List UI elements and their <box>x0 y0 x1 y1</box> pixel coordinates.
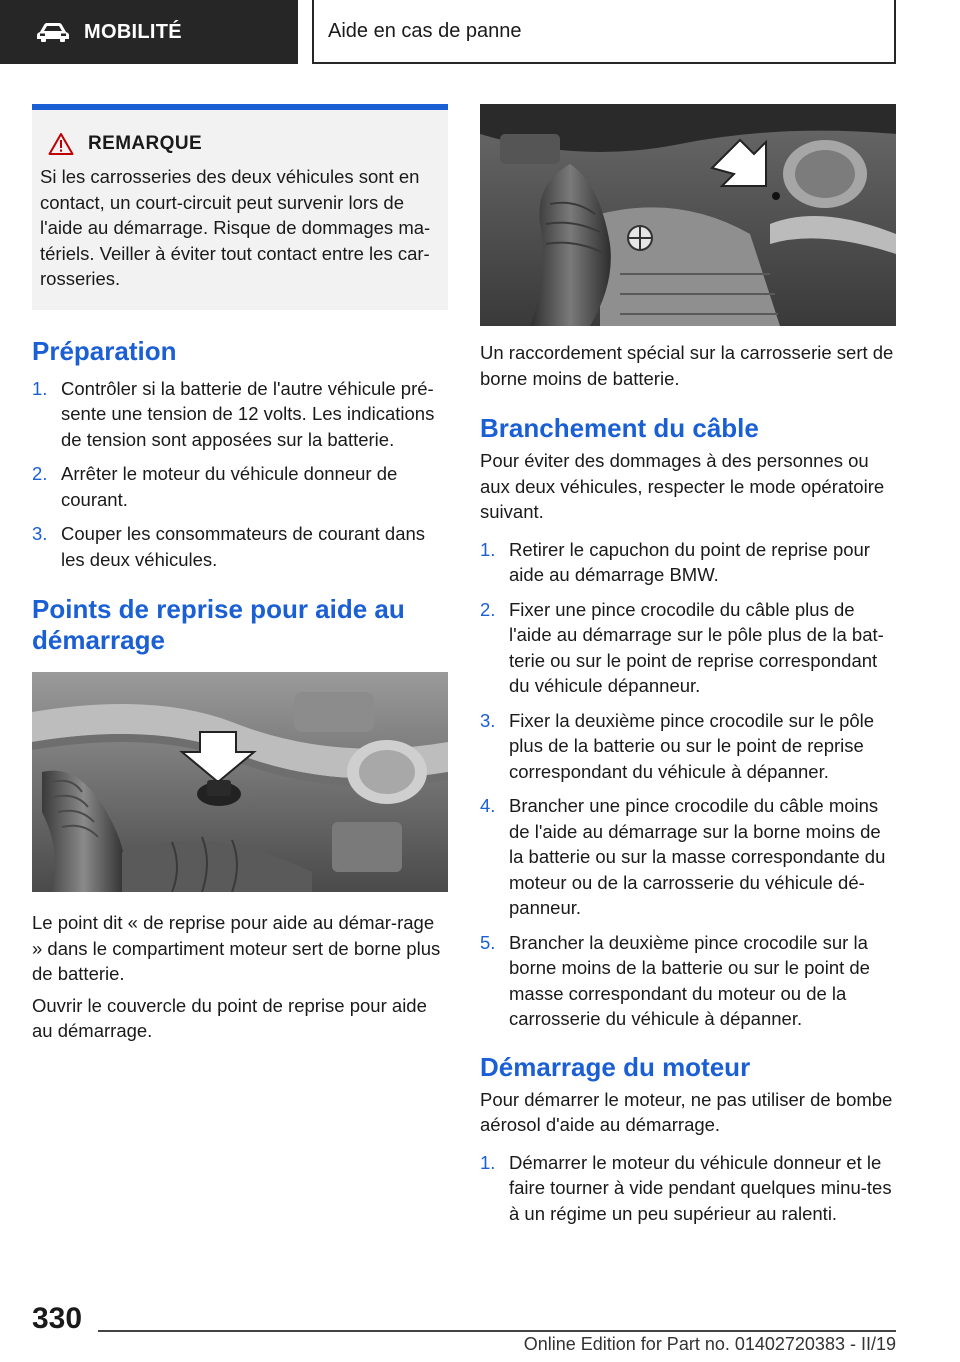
step-number: 1. <box>480 538 496 560</box>
section-title: MOBILITÉ <box>84 20 182 43</box>
step-number: 2. <box>32 463 48 484</box>
car-icon <box>36 21 70 43</box>
list-item <box>480 1150 896 1227</box>
branchement-steps <box>480 537 896 1032</box>
step-number: 5. <box>480 931 496 953</box>
edition-info: Online Edition for Part no. 01402720383 - II/19 <box>523 1334 896 1354</box>
section-tab[interactable] <box>0 0 298 64</box>
heading-preparation: Préparation <box>32 335 177 366</box>
demarrage-steps <box>480 1150 896 1227</box>
caption-positive-terminal: Le point dit « de reprise pour aide au démar-rage » dans le compartiment moteur sert de borne plus de batterie. <box>32 912 441 984</box>
step-text: Fixer une pince crocodile du câble plus de l'aide au démarrage sur le pôle plus de la bat-terie ou sur le point de reprise correspondant du véhicule dépanneur. <box>509 598 884 696</box>
list-item <box>32 461 448 512</box>
step-number: 1. <box>480 1151 496 1173</box>
list-item <box>480 537 896 588</box>
branchement-intro: Pour éviter des dommages à des personnes ou aux deux véhicules, respecter le mode opératoire suivant. <box>480 450 885 522</box>
heading-branchement: Branchement du câble <box>480 413 759 443</box>
step-text: Retirer le capuchon du point de reprise pour aide au démarrage BMW. <box>509 538 870 585</box>
note-title: REMARQUE <box>88 133 203 154</box>
list-item <box>32 521 448 572</box>
demarrage-intro: Pour démarrer le moteur, ne pas utiliser de bombe aérosol d'aide au démarrage. <box>480 1088 893 1135</box>
caption-open-cover: Ouvrir le couvercle du point de reprise pour aide au démarrage. <box>32 994 427 1041</box>
list-item <box>480 597 896 699</box>
list-item <box>480 930 896 1032</box>
heading-points-de-reprise: Points de reprise pour aide au démarrage <box>32 594 405 655</box>
right-column <box>480 104 896 1235</box>
step-number: 2. <box>480 598 496 620</box>
step-number: 4. <box>480 795 496 816</box>
heading-demarrage: Démarrage du moteur <box>480 1051 751 1082</box>
list-item <box>480 708 896 785</box>
step-number: 3. <box>32 523 48 544</box>
step-text: Arrêter le moteur du véhicule donneur de courant. <box>61 463 398 510</box>
page-number: 330 <box>32 1302 83 1335</box>
warning-triangle-icon <box>48 132 74 156</box>
step-text: Fixer la deuxième pince crocodile sur le pôle plus de la batterie ou sur le point de reprise correspondant du véhicule à dépanner. <box>509 709 875 782</box>
note-text: Si les carrosseries des deux véhicules sont en contact, un court-circuit peut survenir lors de l'aide au démarrage. Risque de dommages ma-tériels. Veiller à éviter tout contact entre les car-rosseries. <box>40 166 431 289</box>
preparation-steps <box>32 376 448 573</box>
caption-negative-terminal: Un raccordement spécial sur la carrosserie sert de borne moins de batterie. <box>480 342 894 389</box>
step-text: Démarrer le moteur du véhicule donneur et le faire tourner à vide pendant quelques minu-tes à un régime un peu supérieur au ralenti. <box>509 1151 892 1224</box>
footer-divider <box>98 1330 896 1332</box>
list-item <box>480 793 896 921</box>
step-number: 1. <box>32 377 48 399</box>
engine-photo-negative-terminal <box>480 104 896 326</box>
step-text: Brancher la deuxième pince crocodile sur la borne moins de la batterie ou sur le point de masse correspondant du moteur ou de la carrosserie du véhicule à dépanner. <box>509 931 870 1029</box>
step-number: 3. <box>480 709 496 731</box>
warning-note <box>32 104 448 310</box>
step-text: Brancher une pince crocodile du câble moins de l'aide au démarrage sur la borne moins de la batterie ou sur la masse correspondante du moteur ou de la carrosserie du véhicule dé-panneur. <box>509 795 886 918</box>
chapter-title: Aide en cas de panne <box>312 0 896 64</box>
step-text: Contrôler si la batterie de l'autre véhicule pré-sente une tension de 12 volts. Les indications de tension sont apposées sur la batterie. <box>61 377 435 450</box>
list-item <box>32 376 448 453</box>
step-text: Couper les consommateurs de courant dans les deux véhicules. <box>61 523 426 570</box>
left-column <box>32 104 448 1044</box>
engine-photo-positive-terminal <box>32 672 448 892</box>
